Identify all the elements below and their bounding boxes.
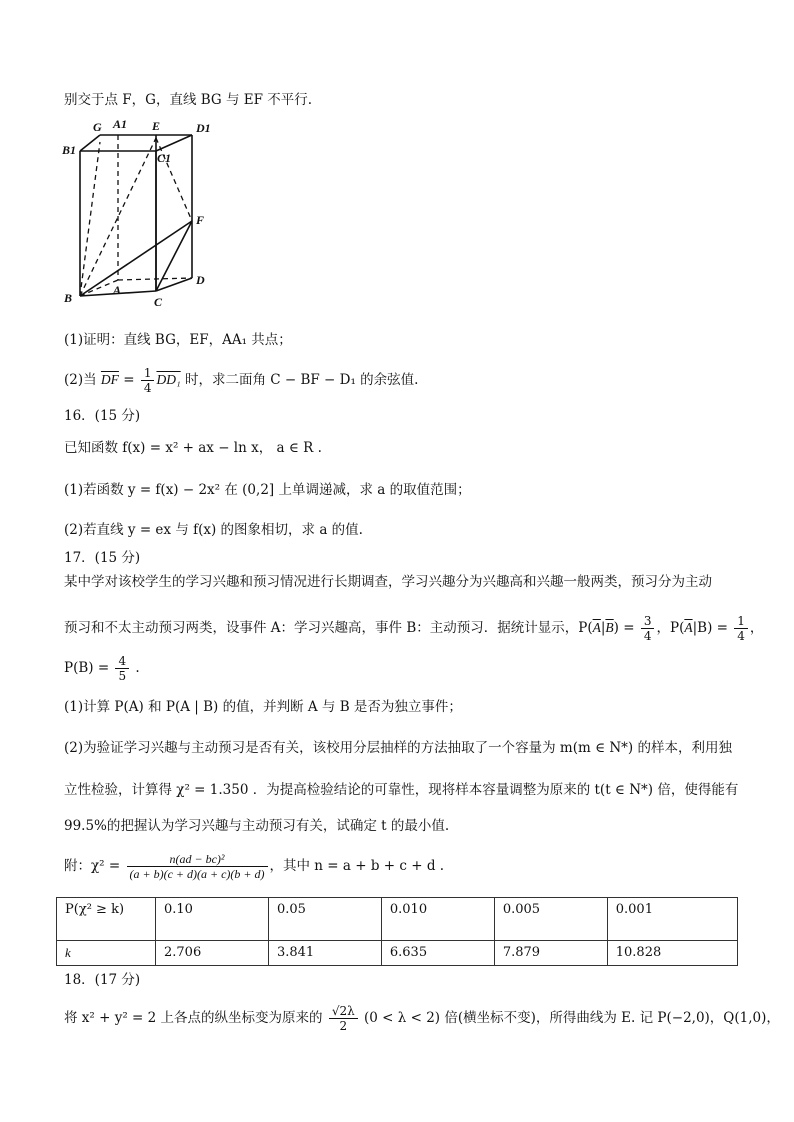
table-cell: 0.001 bbox=[607, 898, 737, 941]
q16-part1: (1)若函数 y = f(x) − 2x² 在 (0,2] 上单调递减，求 a 的取值范围； bbox=[64, 482, 471, 498]
label-c: C bbox=[154, 295, 163, 309]
label-a: A bbox=[113, 283, 122, 297]
q16-part2: (2)若直线 y = ex 与 f(x) 的图象相切，求 a 的值. bbox=[64, 522, 363, 538]
table-cell: 3.841 bbox=[268, 941, 381, 966]
q17-part1: (1)计算 P(A) 和 P(A | B) 的值，并判断 A 与 B 是否为独立事件； bbox=[64, 699, 462, 715]
q17-stem-line1: 某中学对该校学生的学习兴趣和预习情况进行长期调查，学习兴趣分为兴趣高和兴趣一般两类，预习分为主动 bbox=[64, 574, 712, 590]
fraction-one-quarter: $\frac{1}{4}$ bbox=[141, 366, 155, 395]
table-header-cell: P(χ² ≥ k) bbox=[57, 898, 156, 941]
table-cell: 7.879 bbox=[494, 941, 607, 966]
q16-title: 16．(15 分) bbox=[64, 408, 141, 424]
table-cell: 0.005 bbox=[494, 898, 607, 941]
table-cell: 0.010 bbox=[381, 898, 494, 941]
q17-appendix: 附：χ² = $\frac{\text{n(ad − bc)²}}{(a + b)(c + d)(a + c)(b + d)}$ ，其中 n = a + b + c + d . bbox=[64, 852, 445, 881]
table-header-cell: k bbox=[57, 941, 156, 966]
label-a1: A1 bbox=[113, 118, 128, 131]
label-d1: D1 bbox=[196, 121, 211, 135]
table-cell: 2.706 bbox=[156, 941, 269, 966]
label-d: D bbox=[196, 273, 205, 287]
edge-c1-d1 bbox=[156, 135, 192, 151]
q17-stem-line2: 预习和不太主动预习两类，设事件 A：学习兴趣高，事件 B：主动预习．据统计显示，$P(\overline{A}|\overline{B})$ = $\frac{3}{4}$ ，$P(\overline{A}|B)$ = $\frac{1}{4}$ ， bbox=[64, 614, 764, 643]
label-c1: C1 bbox=[157, 151, 172, 165]
edge-b1-a1 bbox=[80, 135, 100, 151]
chi-square-table bbox=[56, 897, 738, 966]
label-e: E bbox=[152, 119, 161, 133]
q17-part2-line2: 立性检验，计算得 χ² = 1.350 ．为提高检验结论的可靠性，现将样本容量调整为原来的 t(t ∈ N*) 倍，使得能有 bbox=[64, 782, 739, 798]
table-cell: 10.828 bbox=[607, 941, 737, 966]
q17-part2-line3: 99.5%的把握认为学习兴趣与主动预习有关，试确定 t 的最小值. bbox=[64, 818, 450, 834]
q17-title: 17．(15 分) bbox=[64, 550, 141, 566]
q15-part1: (1)证明：直线 BG，EF，AA₁ 共点； bbox=[64, 332, 292, 348]
intro-text: 别交于点 F，G，直线 BG 与 EF 不平行. bbox=[64, 92, 313, 108]
label-b1: B1 bbox=[62, 143, 77, 157]
q15-part2: (2)当 $\overline{DF}$ = $\frac{1}{4}$ DD₁ 时，求二面角 C − BF − D₁ 的余弦值. bbox=[64, 366, 419, 395]
table-row bbox=[57, 898, 738, 941]
prism-figure bbox=[58, 118, 228, 310]
q18-title: 18．(17 分) bbox=[64, 972, 141, 988]
label-g: G bbox=[93, 120, 102, 134]
hidden-b-g bbox=[80, 142, 100, 296]
q17-stem-line3: P(B) = $\frac{4}{5}$ . bbox=[64, 654, 140, 683]
q16-stem: 已知函数 f(x) = x² + ax − ln x， a ∈ R . bbox=[64, 440, 322, 456]
q18-stem: 将 x² + y² = 2 上各点的纵坐标变为原来的 $\frac{√2\lambda}{2}$ (0 < λ < 2) 倍(横坐标不变)，所得曲线为 E. 记 P(−2,0)，Q(1,0)， bbox=[64, 1004, 780, 1033]
chi-square-formula: $\frac{\text{n(ad − bc)²}}{(a + b)(c + d)(a + c)(b + d)}$ bbox=[127, 852, 268, 881]
label-b: B bbox=[64, 291, 73, 305]
q17-part2-line1: (2)为验证学习兴趣与主动预习是否有关，该校用分层抽样的方法抽取了一个容量为 m(m ∈ N*) 的样本，利用独 bbox=[64, 740, 732, 756]
table-row bbox=[57, 941, 738, 966]
table-cell: 6.635 bbox=[381, 941, 494, 966]
table-cell: 0.10 bbox=[156, 898, 269, 941]
label-f: F bbox=[196, 213, 205, 227]
table-cell: 0.05 bbox=[268, 898, 381, 941]
hidden-a-d bbox=[118, 278, 192, 280]
